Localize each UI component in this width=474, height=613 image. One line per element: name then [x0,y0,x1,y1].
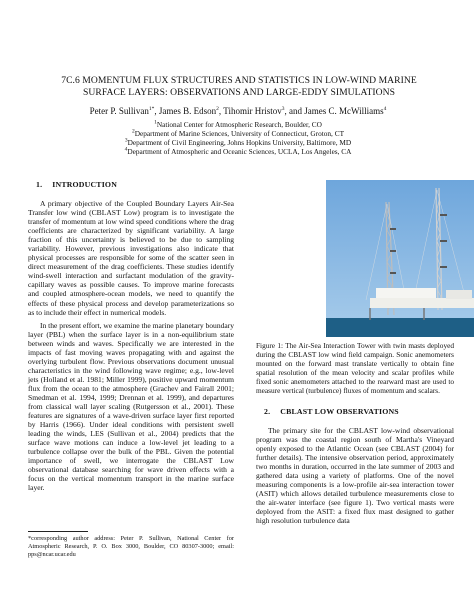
affiliation: $^2$Department of Marine Sciences, University of Connecticut, Groton, CT [131,128,345,138]
footnote-rule [28,531,88,532]
sky [326,180,474,337]
author: Tihomir Hristov$^3$, [223,106,289,116]
affiliation: $^3$Department of Civil Engineering, Johns Hopkins University, Baltimore, MD [124,137,352,147]
section-heading-introduction [28,180,234,189]
affiliation: $^4$Department of Atmospheric and Oceanic Sciences, UCLA, Los Angeles, CA [124,146,352,156]
author-mark: 3 [281,106,285,112]
left-column [28,180,234,497]
section-title: INTRODUCTION [52,180,118,189]
title-line-1: 7C.6 MOMENTUM FLUX STRUCTURES AND STATISTICS IN LOW-WIND MARINE [61,75,417,86]
section-number: 1. [36,180,43,189]
author-list [60,106,416,117]
paragraph: A primary objective of the Coupled Boundary Layers Air-Sea Transfer low wind (CBLAST Low) program is to investigate the transfer of momentum at low wind speed conditions where the drag coefficients are characterized by significant variability. A large fraction of this uncertainty is believed to be due to sampling variability. However, previous investigations also indicate that physical processes are responsible for some of the scatter seen in direct measurement of the drag coefficients. These studies identify wind-swell interaction and surfactant modulation of the gravity-capillary waves as possible causes. To improve marine forecasts and coupled atmosphere-ocean models, we need to quantify the effects of these physical process and develop parameterizations so as to include their effect in numerical models. [28,199,234,317]
author-mark: 4 [383,106,387,112]
sea [326,318,474,337]
author: James B. Edson$^2$, [158,106,224,116]
author-mark: 2 [216,106,219,112]
right-column [256,180,454,530]
affiliation-list [60,121,416,157]
author-mark: 1* [148,106,155,112]
tower-photo-illustration [326,180,474,337]
tower-photo [326,180,474,337]
paragraph: The primary site for the CBLAST low-wind observational program was the coastal region south of Martha's Vineyard openly exposed to the Atlantic Ocean (see CBLAST (2004) for further details). The intensive observation period, approximately two months in duration, occurred in the late summer of 2003 and gathered data using a variety of platforms. One of the novel measuring components is a low-profile air-sea interaction tower (ASIT) which allows detailed turbulence measurements close to the air-water interface (see figure 1). Two vertical masts were deployed from the ASIT: a fixed flux mast designed to gather high resolution turbulence data [256,426,454,526]
paper-title [44,75,434,99]
affiliation: $^1$National Center for Atmospheric Research, Boulder, CO [154,119,322,129]
section-title: CBLAST LOW OBSERVATIONS [280,407,399,416]
paragraph: In the present effort, we examine the marine planetary boundary layer (PBL) when the surface layer is in a non-equilibrium state between winds and waves. Specifically we are interested in the impacts of fast moving waves propagating with and against the overlying turbulent flow. Previous observations document unusual characteristics in the wind following wave regime; e.g., low-level jets (Holland et al. 1981; Miller 1999), positive upward momentum flux from the ocean to the atmosphere (Grachev and Fairall 2001; Smedman et al. 1994, 1999; Drennan et al. 1999), and departures from classical wall layer scaling (Rutgersson et al., 2001). These features are signatures of a wave-driven surface layer first reported by Harris (1966). Under ideal conditions with persistent swell leading the winds, LES (Sullivan et al., 2004) predicts that the surface wave motions can induce a low-level jet leading to a turbulence collapse over the bulk of the PBL. Given the potential importance of swell, we interrogate the CBLAST Low observational database searching for wave driven effects with a focus on the vertical momentum transport in the marine surface layer. [28,320,234,493]
author: Peter P. Sullivan$^{1*}$, [89,106,159,116]
figure-caption: Figure 1: The Air-Sea Interaction Tower with twin masts deployed during the CBLAST low wind field campaign. Sonic anemometers mounted on the forward mast translate vertically to obtain fine spatial resolution of the mean velocity and scalar profiles while fixed sonic anemometers attached to the rearward mast are used to measure vertical (turbulence) fluxes of momentum and scalars. [256,341,454,395]
section-number: 2. [264,407,271,416]
title-line-2: SURFACE LAYERS: OBSERVATIONS AND LARGE-EDDY SIMULATIONS [83,87,395,98]
section-heading-cblast-low [256,407,454,416]
footnote: *corresponding author address: Peter P. Sullivan, National Center for Atmospheric Research, P. O. Box 3000, Boulder, CO 80307-3000; email: pps@ncar.ucar.edu [28,535,234,558]
author: and James C. McWilliams$^4$ [288,106,387,116]
